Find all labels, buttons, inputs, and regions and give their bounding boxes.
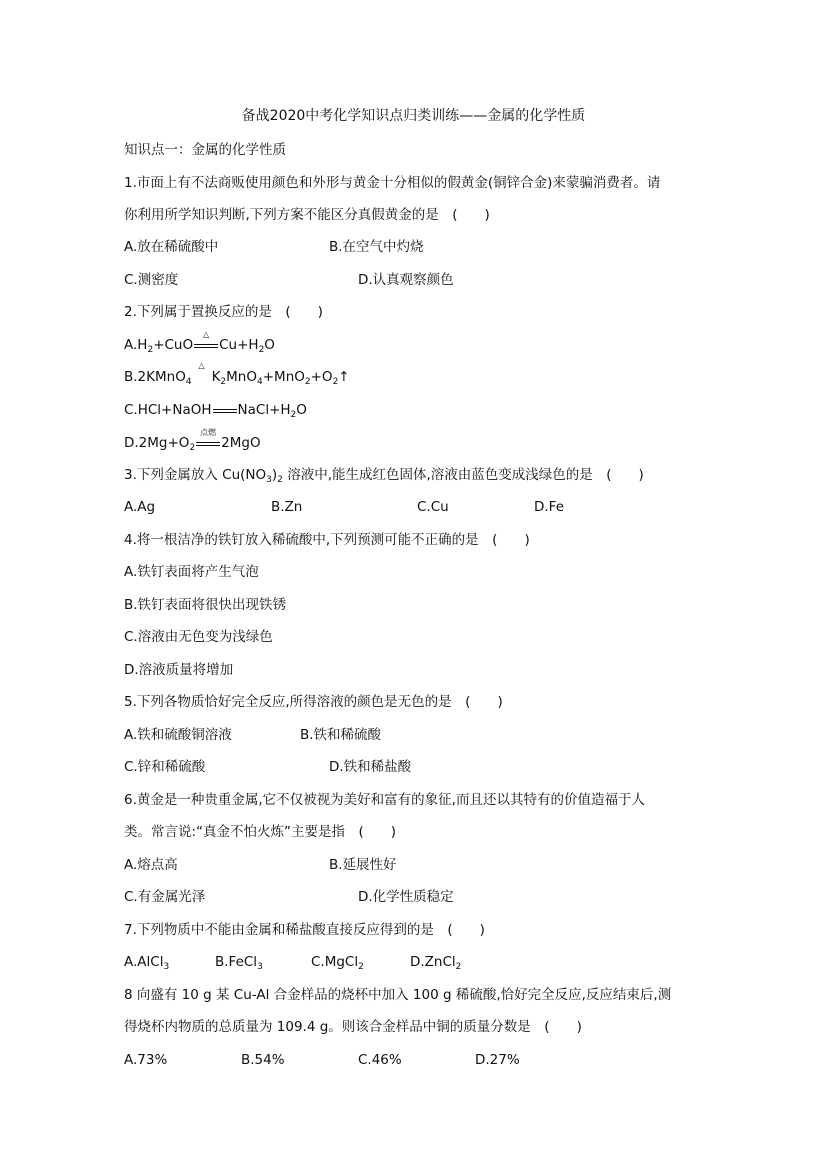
q8-option-a: A.73% [124,1052,168,1068]
q5-stem: 5.下列各物质恰好完全反应,所得溶液的颜色是无色的是 ( ) [124,694,503,710]
q4-option-d: D.溶液质量将增加 [124,662,234,678]
q1-option-a: A.放在稀硫酸中 [124,239,219,255]
q4-option-b: B.铁钉表面将很快出现铁锈 [124,597,287,613]
q6-stem-line1: 6.黄金是一种贵重金属,它不仅被视为美好和富有的象征,而且还以其特有的价值造福于人 [124,792,645,808]
q6-option-a: A.熔点高 [124,857,178,873]
q2-option-b: B.2KMnO$_4$ △ $K_2MnO_4+MnO_2+O_2↑$ [124,361,350,387]
q2b-condition: △ [198,361,205,370]
q1-option-c: C.测密度 [124,272,179,288]
q7-option-b: B.FeCl$_3$ [215,954,263,972]
q2-option-c: C.HCl+NaOH $NaCl+H_2O$ [124,402,307,420]
q3-option-a: A.Ag [124,499,156,515]
q2-stem: 2.下列属于置换反应的是 ( ) [124,304,323,320]
q2a-equals-sign: △ [194,336,218,350]
q8-option-d: D.27% [475,1052,520,1068]
q4-option-a: A.铁钉表面将产生气泡 [124,564,259,580]
q6-option-b: B.延展性好 [329,857,397,873]
q4-option-c: C.溶液由无色变为浅绿色 [124,629,273,645]
q2-option-a: $A.H_2+CuO$ △ $Cu+H_2O$ [124,330,275,355]
q2d-equals-sign: 点燃 [196,434,220,448]
q8-option-c: C.46% [358,1052,402,1068]
q5-option-d: D.铁和稀盐酸 [329,759,412,775]
q8-stem-line1: 8 向盛有 10 g 某 Cu-Al 合金样品的烧杯中加入 100 g 稀硫酸,恰好完全反应,反应结束后,测 [124,987,672,1003]
q7-option-c: C.MgCl$_2$ [311,954,364,972]
q1-option-d: D.认真观察颜色 [358,272,454,288]
q4-stem: 4.将一根洁净的铁钉放入稀硫酸中,下列预测可能不正确的是 ( ) [124,532,530,548]
q6-stem-line2: 类。常言说:“真金不怕火炼”主要是指 ( ) [124,824,397,840]
q2c-equals-sign [213,401,237,415]
q1-stem-line2: 你利用所学知识判断,下列方案不能区分真假黄金的是 ( ) [124,207,490,223]
q3-option-d: D.Fe [534,499,565,515]
q8-option-b: B.54% [241,1052,285,1068]
q1-stem-line1: 1.市面上有不法商贩使用颜色和外形与黄金十分相似的假黄金(铜锌合金)来蒙骗消费者。请 [124,175,661,191]
q2-option-d: $D.2Mg+O_2$ 点燃 2MgO [124,428,261,453]
q6-option-d: D.化学性质稳定 [358,889,454,905]
q7-stem: 7.下列物质中不能由金属和稀盐酸直接反应得到的是 ( ) [124,922,485,938]
q8-stem-line2: 得烧杯内物质的总质量为 109.4 g。则该合金样品中铜的质量分数是 ( ) [124,1019,582,1035]
q5-option-c: C.锌和稀硫酸 [124,759,206,775]
q7-option-a: A.AlCl$_3$ [124,954,170,972]
q6-option-c: C.有金属光泽 [124,889,206,905]
q1-option-b: B.在空气中灼烧 [329,239,424,255]
q7-option-d: D.ZnCl$_2$ [410,954,462,972]
q3-stem: 3.下列金属放入 $Cu(NO_3)_2$ 溶液中,能生成红色固体,溶液由蓝色变成浅绿色的是 ( ) [124,467,644,485]
q3-option-b: B.Zn [271,499,303,515]
q5-option-a: A.铁和硫酸铜溶液 [124,727,232,743]
q5-option-b: B.铁和稀硫酸 [300,727,382,743]
q3-option-c: C.Cu [417,499,449,515]
doc-title: 备战2020中考化学知识点归类训练——金属的化学性质 [241,108,586,124]
section-heading: 知识点一：金属的化学性质 [124,142,286,158]
